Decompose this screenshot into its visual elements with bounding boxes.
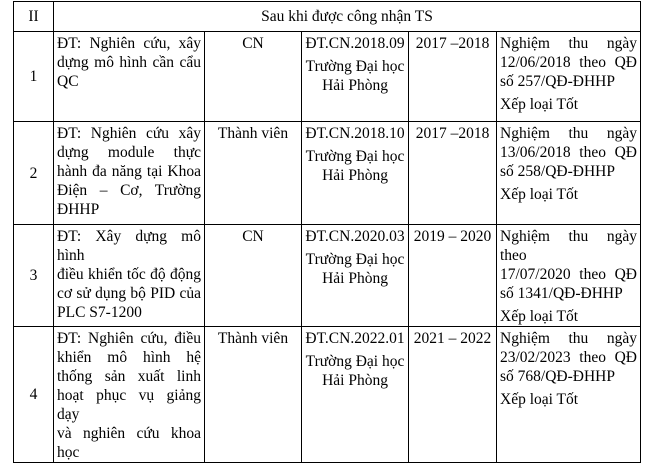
project-title-line: và nghiên cứu khoa xyxy=(57,425,201,442)
project-result xyxy=(497,225,641,327)
project-result-line: Nghiệm thu ngày theo xyxy=(500,228,637,264)
project-title-line: thống sản xuất linh xyxy=(57,368,201,385)
project-organization-line: Trường Đại học xyxy=(305,148,405,165)
project-code: ĐT.CN.2020.03 xyxy=(305,228,405,245)
project-result-line: Nghiệm thu ngày xyxy=(500,125,637,142)
project-title xyxy=(54,32,205,122)
project-organization-line: Hải Phòng xyxy=(322,77,388,94)
project-result-line: số 257/QĐ-ĐHHP xyxy=(500,73,615,90)
table-row xyxy=(14,225,641,327)
project-result-line: 17/07/2020 theo QĐ xyxy=(500,266,637,283)
project-title-line: cơ sử dụng bộ PID của xyxy=(57,285,201,302)
project-code-org xyxy=(302,327,409,463)
project-title-line: khiển mô hình hệ xyxy=(57,349,201,366)
table-row xyxy=(14,32,641,122)
project-title-line: hành đa năng tại Khoa xyxy=(57,163,201,180)
project-role: CN xyxy=(205,32,302,122)
project-code-org xyxy=(302,32,409,122)
project-result-line: Nghiệm thu ngày xyxy=(500,35,637,52)
row-number: 3 xyxy=(14,225,54,327)
project-grade: Xếp loại Tốt xyxy=(500,391,579,408)
section-header-row xyxy=(14,2,641,32)
project-organization-line: Hải Phòng xyxy=(322,167,388,184)
row-number: 1 xyxy=(14,32,54,122)
research-projects-table xyxy=(13,1,641,463)
project-title-line: ĐT: Nghiên cứu xây xyxy=(57,125,201,142)
project-organization-line: Trường Đại học xyxy=(305,353,405,370)
table-row xyxy=(14,327,641,463)
project-grade: Xếp loại Tốt xyxy=(500,308,579,325)
project-result-line: số 258/QĐ-ĐHHP xyxy=(500,163,615,180)
project-title xyxy=(54,327,205,463)
project-result xyxy=(497,32,641,122)
project-code-org xyxy=(302,225,409,327)
project-title-line: ĐT: Xây dựng mô hình xyxy=(57,228,201,264)
project-result xyxy=(497,122,641,225)
project-result-line: 12/06/2018 theo QĐ xyxy=(500,54,637,71)
project-role: CN xyxy=(205,225,302,327)
project-result-line: 13/06/2018 theo QĐ xyxy=(500,144,637,161)
project-grade: Xếp loại Tốt xyxy=(500,96,579,113)
row-number: 4 xyxy=(14,327,54,463)
project-title-line: hoạt phục vụ giảng dạy xyxy=(57,387,201,423)
project-code-org xyxy=(302,122,409,225)
project-result xyxy=(497,327,641,463)
project-period: 2019 – 2020 xyxy=(409,225,497,327)
project-title xyxy=(54,122,205,225)
project-period: 2017 –2018 xyxy=(409,32,497,122)
project-title-line: ĐT: Nghiên cứu, xây xyxy=(57,35,201,52)
project-grade: Xếp loại Tốt xyxy=(500,186,579,203)
project-result-line: số 1341/QĐ-ĐHHP xyxy=(500,285,623,302)
project-organization-line: Trường Đại học xyxy=(305,251,405,268)
project-title-line: dựng module thực xyxy=(57,144,201,161)
project-organization-line: Hải Phòng xyxy=(322,270,388,287)
research-table-wrapper xyxy=(13,1,641,463)
project-code: ĐT.CN.2022.01 xyxy=(305,330,405,347)
project-period: 2017 –2018 xyxy=(409,122,497,225)
project-organization-line: Trường Đại học xyxy=(305,58,405,75)
project-title-line: ĐHHP xyxy=(57,201,100,218)
project-code: ĐT.CN.2018.10 xyxy=(305,125,405,142)
project-title-line: Điện – Cơ, Trường xyxy=(57,182,201,199)
project-period: 2021 – 2022 xyxy=(409,327,497,463)
section-number: II xyxy=(14,2,54,32)
project-organization-line: Hải Phòng xyxy=(322,372,388,389)
project-title-line: QC xyxy=(57,73,79,90)
project-result-line: 23/02/2023 theo QĐ xyxy=(500,349,637,366)
project-title-line: học xyxy=(57,444,80,461)
row-number: 2 xyxy=(14,122,54,225)
project-title-line: điều khiển tốc độ động xyxy=(57,266,201,283)
project-code: ĐT.CN.2018.09 xyxy=(305,35,405,52)
section-title: Sau khi được công nhận TS xyxy=(54,2,641,32)
project-rows xyxy=(14,32,641,463)
project-role: Thành viên xyxy=(205,122,302,225)
project-title-line: PLC S7-1200 xyxy=(57,304,142,321)
project-title-line: dựng mô hình cần cẩu xyxy=(57,54,201,71)
project-result-line: Nghiệm thu ngày xyxy=(500,330,637,347)
project-role: Thành viên xyxy=(205,327,302,463)
table-row xyxy=(14,122,641,225)
project-result-line: số 768/QĐ-ĐHHP xyxy=(500,368,615,385)
project-title xyxy=(54,225,205,327)
project-title-line: ĐT: Nghiên cứu, điều xyxy=(57,330,201,347)
